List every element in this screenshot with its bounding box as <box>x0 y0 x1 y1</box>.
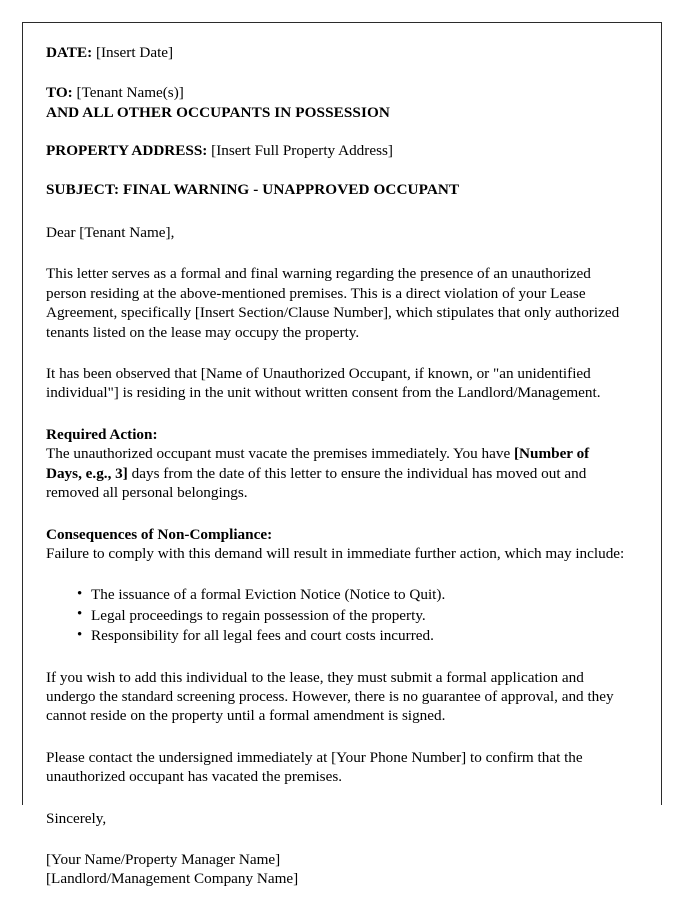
signature-company: [Landlord/Management Company Name] <box>46 870 299 888</box>
property-address-label: PROPERTY ADDRESS: <box>46 142 208 160</box>
required-action-text-before: The unauthorized occupant must vacate the premises immediately. You have <box>46 445 514 463</box>
to-line <box>46 83 626 102</box>
to-label: TO: <box>46 84 73 102</box>
subject-line: SUBJECT: FINAL WARNING - UNAPPROVED OCCUPANT <box>46 180 460 198</box>
consequences-list <box>46 585 626 645</box>
all-occupants-line: AND ALL OTHER OCCUPANTS IN POSSESSION <box>46 103 390 121</box>
date-label: DATE: <box>46 44 93 61</box>
required-action-body <box>46 444 626 502</box>
salutation: Dear [Tenant Name], <box>46 224 175 242</box>
consequences-intro: Failure to comply with this demand will result in immediate further action, which may include: <box>46 544 625 562</box>
paragraph-violation-notice: This letter serves as a formal and final warning regarding the presence of an unauthorized person residing at the above-mentioned premises. This is a direct violation of your Lease Agreement, specifically [Insert Section/Clause Number], which stipulates that only authorized tenants listed on the lease may occupy the property. <box>46 265 620 341</box>
paragraph-observation: It has been observed that [Name of Unauthorized Occupant, if known, or "an unidentified individual"] is residing in the unit without written consent from the Landlord/Management. <box>46 365 601 402</box>
required-action-days-value: [Number of Days, e.g., 3] <box>46 445 590 482</box>
letter-body <box>46 43 626 889</box>
property-address-value: [Insert Full Property Address] <box>211 142 393 160</box>
signature-name: [Your Name/Property Manager Name] <box>46 850 281 868</box>
list-item: • Responsibility for all legal fees and court costs incurred. <box>91 626 626 645</box>
date-line <box>46 43 626 62</box>
consequences-heading: Consequences of Non-Compliance: <box>46 525 273 543</box>
to-value: [Tenant Name(s)] <box>76 84 184 102</box>
paragraph-add-to-lease: If you wish to add this individual to the lease, they must submit a formal application and undergo the standard screening process. However, there is no guarantee of approval, and they cannot reside on the property until a formal amendment is signed. <box>46 668 614 725</box>
list-item: • Legal proceedings to regain possession of the property. <box>91 606 626 625</box>
letter-page <box>22 22 662 888</box>
property-address-line <box>46 141 626 160</box>
closing: Sincerely, <box>46 809 107 827</box>
paragraph-contact: Please contact the undersigned immediately at [Your Phone Number] to confirm that the unauthorized occupant has vacated the premises. <box>46 748 583 786</box>
list-item: • The issuance of a formal Eviction Notice (Notice to Quit). <box>91 585 626 604</box>
date-value: [Insert Date] <box>95 44 174 61</box>
required-action-text-after: days from the date of this letter to ensure the individual has moved out and removed all personal belongings. <box>46 464 587 502</box>
required-action-heading: Required Action: <box>46 425 158 443</box>
